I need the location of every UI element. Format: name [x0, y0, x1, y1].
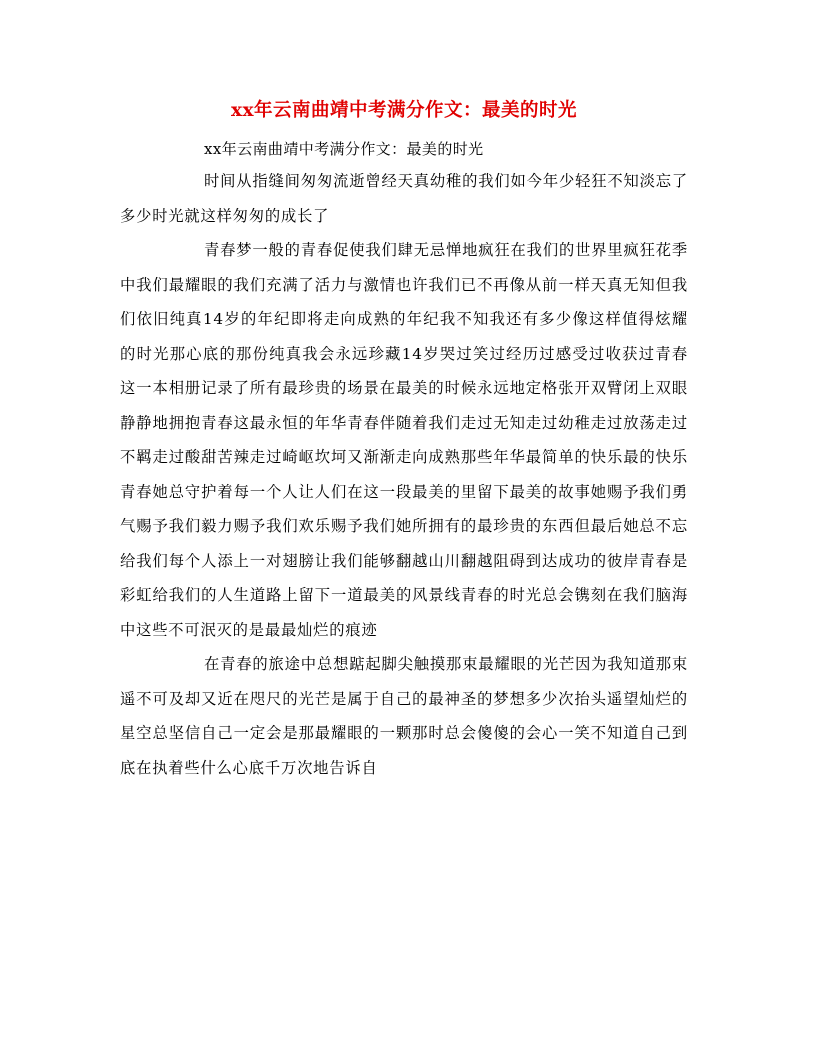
paragraph-1: 时间从指缝间匆匆流逝曾经天真幼稚的我们如今年少轻狂不知淡忘了多少时光就这样匆匆的成长了: [120, 172, 688, 225]
paragraph-3: 在青春的旅途中总想踮起脚尖触摸那束最耀眼的光芒因为我知道那束遥不可及却又近在咫尺的光芒是属于自己的最神圣的梦想多少次抬头遥望灿烂的星空总坚信自己一定会是那最耀眼的一颗那时总会傻傻的会心一笑不知道自己到底在执着些什么心底千万次地告诉自: [120, 655, 688, 777]
paragraph-2: 青春梦一般的青春促使我们肆无忌惮地疯狂在我们的世界里疯狂花季中我们最耀眼的我们充满了活力与激情也许我们已不再像从前一样天真无知但我们依旧纯真14岁的年纪即将走向成熟的年纪我不知我还有多少像这样值得炫耀的时光那心底的那份纯真我会永远珍藏14岁哭过笑过经历过感受过收获过青春这一本相册记录了所有最珍贵的场景在最美的时候永远地定格张开双臂闭上双眼静静地拥抱青春这最永恒的年华青春伴随着我们走过无知走过幼稚走过放荡走过不羁走过酸甜苦辣走过崎岖坎坷又渐渐走向成熟那些年华最简单的快乐最的快乐青春她总守护着每一个人让人们在这一段最美的里留下最美的故事她赐予我们勇气赐予我们毅力赐予我们欢乐赐予我们她所拥有的最珍贵的东西但最后她总不忘给我们每个人添上一对翅膀让我们能够翻越山川翻越阻碍到达成功的彼岸青春是彩虹给我们的人生道路上留下一道最美的风景线青春的时光总会镌刻在我们脑海中这些不可泯灭的是最最灿烂的痕迹: [120, 241, 688, 639]
document-page: [120, 90, 688, 785]
document-title: xx年云南曲靖中考满分作文：最美的时光: [230, 100, 578, 121]
document-subtitle: xx年云南曲靖中考满分作文：最美的时光: [204, 140, 484, 158]
